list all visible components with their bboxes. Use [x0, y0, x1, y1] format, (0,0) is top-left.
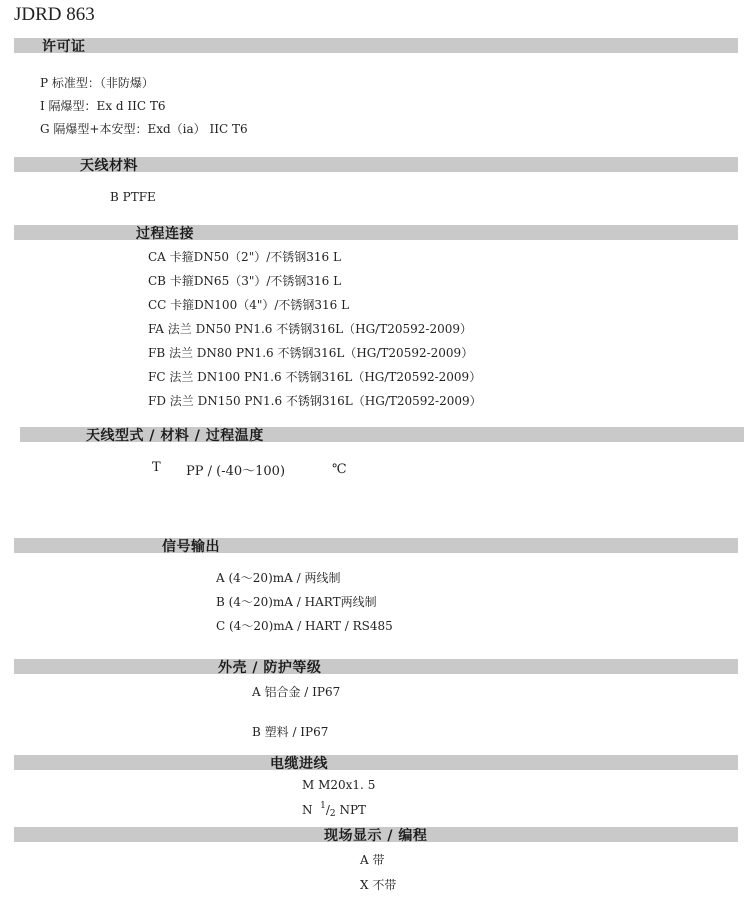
list-item: FC 法兰 DN100 PN1.6 不锈钢316L（HG/T20592-2009）	[148, 370, 482, 384]
section-title: 外壳 / 防护等级	[218, 660, 322, 676]
cable-entry-n-thread: NPT	[339, 803, 367, 817]
section-title: 电缆进线	[270, 756, 328, 772]
section-title: 天线材料	[80, 158, 138, 174]
section-display-header	[14, 827, 738, 842]
list-item: B 塑料 / IP67	[252, 725, 329, 739]
cable-entry-n: N $^1/_2$ NPT	[302, 801, 367, 819]
section-signal-output-header	[14, 538, 738, 553]
section-title: 天线型式 / 材料 / 过程温度	[86, 428, 264, 444]
fraction-denominator: 2	[329, 809, 336, 819]
list-item: A (4～20)mA / 两线制	[216, 571, 341, 585]
section-process-connection-header	[14, 225, 738, 240]
list-item: FA 法兰 DN50 PN1.6 不锈钢316L（HG/T20592-2009）	[148, 322, 472, 336]
list-item: CC 卡箍DN100（4"）/不锈钢316 L	[148, 298, 350, 312]
list-item: B PTFE	[110, 190, 156, 204]
section-cable-entry-header	[14, 755, 738, 770]
list-item: B (4～20)mA / HART两线制	[216, 595, 377, 609]
list-item: C (4～20)mA / HART / RS485	[216, 619, 393, 633]
section-housing-header	[14, 659, 738, 674]
section-title: 过程连接	[136, 226, 194, 242]
temperature-unit: ℃	[332, 462, 347, 477]
section-license-header	[14, 38, 738, 53]
section-antenna-material-header	[14, 157, 738, 172]
list-item: G 隔爆型+本安型：Exd（ia） IIC T6	[40, 122, 248, 136]
section-antenna-type-header	[20, 427, 744, 442]
list-item: CB 卡箍DN65（3"）/不锈钢316 L	[148, 274, 342, 288]
list-item: P 标准型：（非防爆）	[40, 76, 154, 90]
antenna-type-value: PP / (-40～100)	[186, 464, 286, 479]
list-item: FB 法兰 DN80 PN1.6 不锈钢316L（HG/T20592-2009）	[148, 346, 474, 360]
list-item: CA 卡箍DN50（2"）/不锈钢316 L	[148, 250, 341, 264]
section-title: 现场显示 / 编程	[324, 828, 428, 844]
cable-entry-n-code: N	[302, 803, 313, 817]
model-title: JDRD 863	[14, 4, 95, 25]
section-title: 信号输出	[162, 539, 220, 555]
list-item: X 不带	[360, 878, 397, 892]
list-item: FD 法兰 DN150 PN1.6 不锈钢316L（HG/T20592-2009）	[148, 394, 482, 408]
cable-entry-m: M M20x1. 5	[302, 778, 376, 792]
list-item: I 隔爆型：Ex d IIC T6	[40, 99, 166, 113]
section-title: 许可证	[42, 39, 86, 55]
list-item: A 铝合金 / IP67	[252, 685, 341, 699]
list-item: A 带	[360, 853, 385, 867]
antenna-type-code: T	[152, 460, 161, 475]
fraction-numerator: 1	[320, 801, 326, 811]
